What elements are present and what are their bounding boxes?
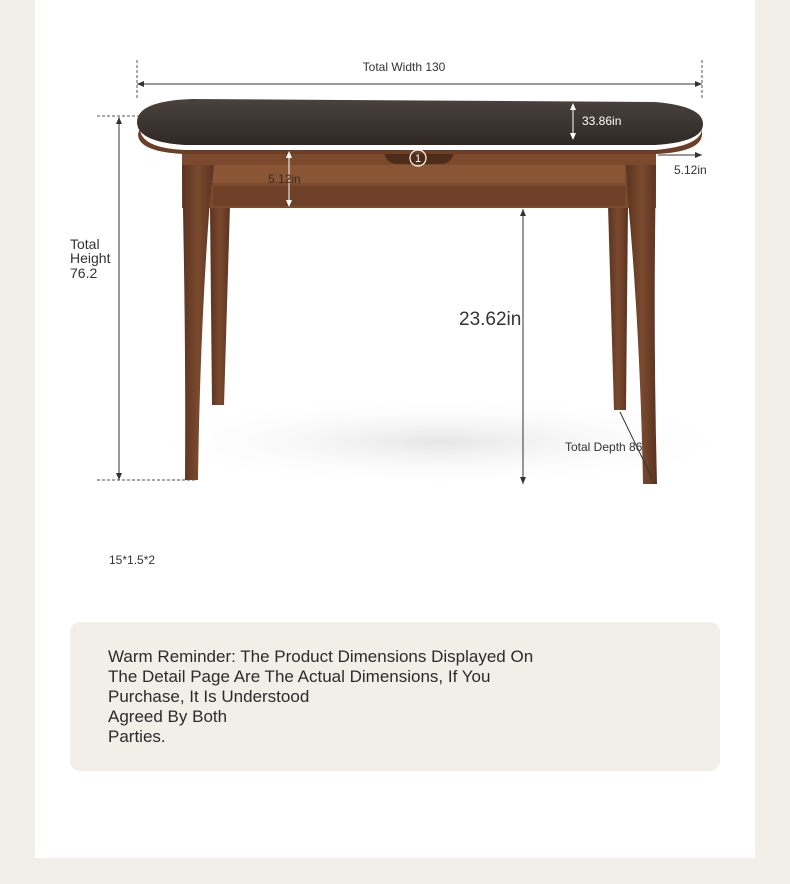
overhang-arrow [695,152,702,158]
overhang-label: 5.12in [674,163,707,177]
drawer-lower-rail [213,186,625,206]
drawer-marker-number: 1 [414,153,422,165]
clearance-arrow-top [520,209,526,216]
total-height-label-line1: Total [70,236,100,252]
width-arrow-left [137,81,144,87]
apron-height-label: 5.12in [268,172,301,186]
table-leg-back-left [210,205,230,405]
height-arrow-top [116,117,122,124]
total-depth-label: Total Depth 86 [565,440,643,454]
total-height-label-line2: Height [70,250,111,266]
warm-reminder-text [108,647,578,747]
clearance-label: 23.62in [459,309,522,330]
reminder-line: Warm Reminder: The Product Dimensions Displayed On [108,647,534,666]
size-label: 15*1.5*2 [109,553,156,567]
reminder-line: The Detail Page Are The Actual Dimensions, If You [108,667,491,686]
table-leg-back-right [608,205,628,410]
floor-shadow [130,396,750,488]
total-width-label: Total Width 130 [362,60,446,74]
warm-reminder-box [70,622,720,771]
height-arrow-bottom [116,473,122,480]
total-height-label-line3: 76.2 [70,265,98,281]
reminder-line: Agreed By Both [108,707,228,726]
reminder-line: Parties. [108,727,166,746]
top-thickness-label: 33.86in [582,114,622,128]
reminder-line: Purchase, It Is Understood [108,687,310,706]
width-arrow-right [695,81,702,87]
